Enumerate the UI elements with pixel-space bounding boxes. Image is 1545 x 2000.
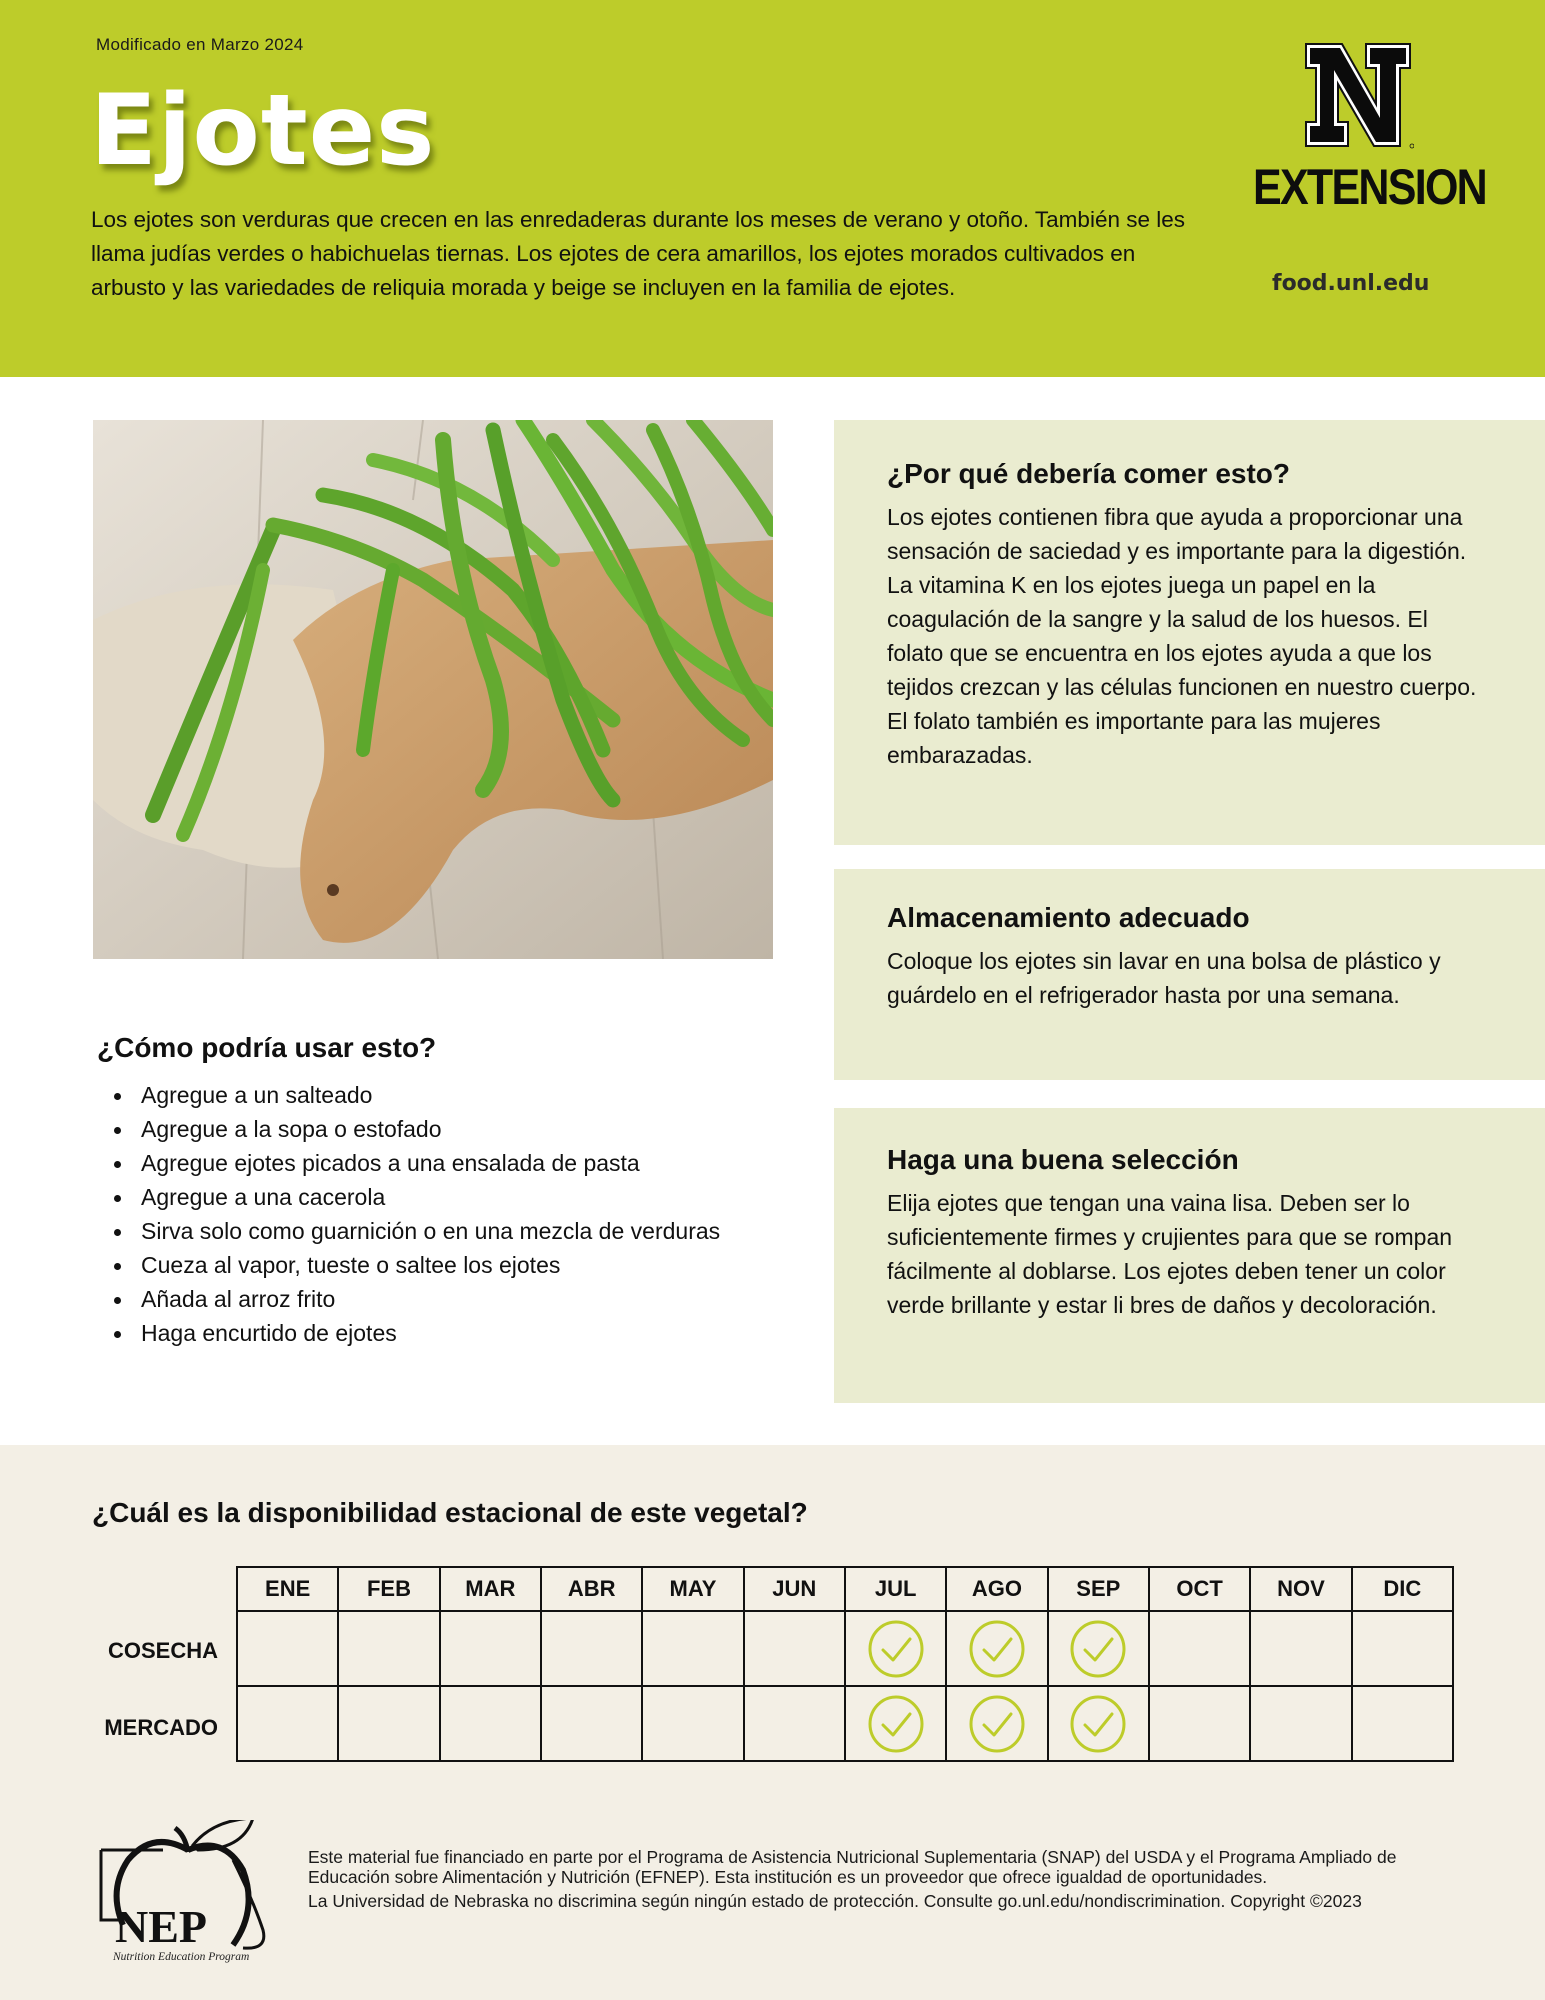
list-item: Agregue a una cacerola	[112, 1180, 772, 1214]
calendar-cell	[338, 1686, 439, 1761]
calendar-cell	[237, 1686, 338, 1761]
panel-storage	[834, 869, 1545, 1080]
month-header: NOV	[1250, 1567, 1351, 1611]
green-beans-photo	[93, 420, 773, 959]
nebraska-extension-logo	[1252, 42, 1462, 150]
calendar-cell	[1352, 1611, 1453, 1686]
row-label-market: MERCADO	[104, 1715, 218, 1740]
nondiscrimination-statement: La Universidad de Nebraska no discrimina según ningún estado de protección. Consulte go.unl.edu/nondiscrimination. Copyright ©2023	[308, 1891, 1362, 1911]
footer-disclaimer	[308, 1847, 1448, 1911]
check-circle-icon	[867, 1695, 925, 1753]
intro-text: Los ejotes son verduras que crecen en las enredaderas durante los meses de verano y otoño. También se les llama judías verdes o habichuelas tiernas. Los ejotes de cera amarillos, los ejotes morados cultivados en arbusto y las variedades de reliquia morada y beige se incluyen en la familia de ejotes.	[91, 207, 1185, 300]
header-banner	[0, 0, 1545, 377]
nep-logo	[93, 1820, 283, 1965]
month-header: OCT	[1149, 1567, 1250, 1611]
nep-apple-icon	[93, 1820, 283, 1965]
check-circle-icon	[968, 1620, 1026, 1678]
calendar-cell	[744, 1686, 845, 1761]
table-row	[237, 1611, 1453, 1686]
check-circle-icon	[968, 1695, 1026, 1753]
list-item: Agregue ejotes picados a una ensalada de pasta	[112, 1146, 772, 1180]
panel-heading: Almacenamiento adecuado	[887, 902, 1250, 933]
usage-heading: ¿Cómo podría usar esto?	[97, 1032, 437, 1063]
calendar-cell	[1250, 1611, 1351, 1686]
usage-list	[112, 1078, 772, 1350]
month-header: SEP	[1048, 1567, 1149, 1611]
extension-wordmark: EXTENSION	[1253, 159, 1487, 215]
calendar-cell	[541, 1686, 642, 1761]
list-item: Sirva solo como guarnición o en una mezcla de verduras	[112, 1214, 772, 1248]
calendar-cell	[744, 1611, 845, 1686]
calendar-cell	[541, 1611, 642, 1686]
calendar-cell	[946, 1611, 1047, 1686]
seasonal-section	[0, 1445, 1545, 2000]
panel-heading: ¿Por qué debería comer esto?	[887, 458, 1290, 489]
list-item: Agregue a un salteado	[112, 1078, 772, 1112]
calendar-cell	[1149, 1686, 1250, 1761]
check-circle-icon	[867, 1620, 925, 1678]
panel-why-eat	[834, 420, 1545, 845]
list-item: Añada al arroz frito	[112, 1282, 772, 1316]
page-title: Ejotes	[90, 74, 436, 188]
row-label-harvest: COSECHA	[107, 1638, 218, 1663]
calendar-cell	[1048, 1686, 1149, 1761]
check-circle-icon	[1069, 1620, 1127, 1678]
seasonal-calendar-table	[236, 1566, 1454, 1762]
calendar-cell	[338, 1611, 439, 1686]
month-header: FEB	[338, 1567, 439, 1611]
funding-statement: Este material fue financiado en parte por el Programa de Asistencia Nutricional Suplementaria (SNAP) del USDA y el Programa Ampliado de Educación sobre Alimentación y Nutrición (EFNEP). Esta institución es un proveedor que ofrece igualdad de oportunidades.	[308, 1847, 1397, 1887]
svg-text:Nutrition Education Program: Nutrition Education Program	[113, 1951, 250, 1963]
calendar-cell	[1048, 1611, 1149, 1686]
month-header: ABR	[541, 1567, 642, 1611]
month-header: JUL	[845, 1567, 946, 1611]
website-link[interactable]: food.unl.edu	[1272, 271, 1430, 296]
check-circle-icon	[1069, 1695, 1127, 1753]
calendar-cell	[642, 1611, 743, 1686]
month-header: JUN	[744, 1567, 845, 1611]
modified-date: Modificado en Marzo 2024	[96, 35, 304, 54]
calendar-cell	[845, 1611, 946, 1686]
panel-body: Coloque los ejotes sin lavar en una bolsa de plástico y guárdelo en el refrigerador hasta por una semana.	[887, 948, 1441, 1008]
month-header: ENE	[237, 1567, 338, 1611]
seasonal-heading: ¿Cuál es la disponibilidad estacional de este vegetal?	[92, 1497, 808, 1528]
calendar-cell	[440, 1686, 541, 1761]
list-item: Agregue a la sopa o estofado	[112, 1112, 772, 1146]
list-item: Haga encurtido de ejotes	[112, 1316, 772, 1350]
green-beans-image	[93, 420, 773, 959]
panel-heading: Haga una buena selección	[887, 1144, 1239, 1175]
month-header: MAR	[440, 1567, 541, 1611]
list-item: Cueza al vapor, tueste o saltee los ejotes	[112, 1248, 772, 1282]
svg-text:NEP: NEP	[115, 1901, 207, 1952]
calendar-cell	[946, 1686, 1047, 1761]
panel-selection	[834, 1108, 1545, 1403]
month-header: DIC	[1352, 1567, 1453, 1611]
month-header: MAY	[642, 1567, 743, 1611]
calendar-cell	[1250, 1686, 1351, 1761]
calendar-cell	[642, 1686, 743, 1761]
month-header-row	[237, 1567, 1453, 1611]
table-row	[237, 1686, 1453, 1761]
nebraska-n-icon	[1304, 42, 1414, 150]
calendar-cell	[440, 1611, 541, 1686]
panel-body: Los ejotes contienen fibra que ayuda a proporcionar una sensación de saciedad y es importante para la digestión. La vitamina K en los ejotes juega un papel en la coagulación de la sangre y la salud de los huesos. El folato que se encuentra en los ejotes ayuda a que los tejidos crezcan y las células funcionen en nuestro cuerpo. El folato también es importante para las mujeres embarazadas.	[887, 504, 1477, 768]
month-header: AGO	[946, 1567, 1047, 1611]
calendar-cell	[1352, 1686, 1453, 1761]
calendar-cell	[845, 1686, 946, 1761]
panel-body: Elija ejotes que tengan una vaina lisa. Deben ser lo suficientemente firmes y crujientes para que se rompan fácilmente al doblarse. Los ejotes deben tener un color verde brillante y estar li bres de daños y decoloración.	[887, 1190, 1453, 1318]
calendar-cell	[1149, 1611, 1250, 1686]
calendar-cell	[237, 1611, 338, 1686]
